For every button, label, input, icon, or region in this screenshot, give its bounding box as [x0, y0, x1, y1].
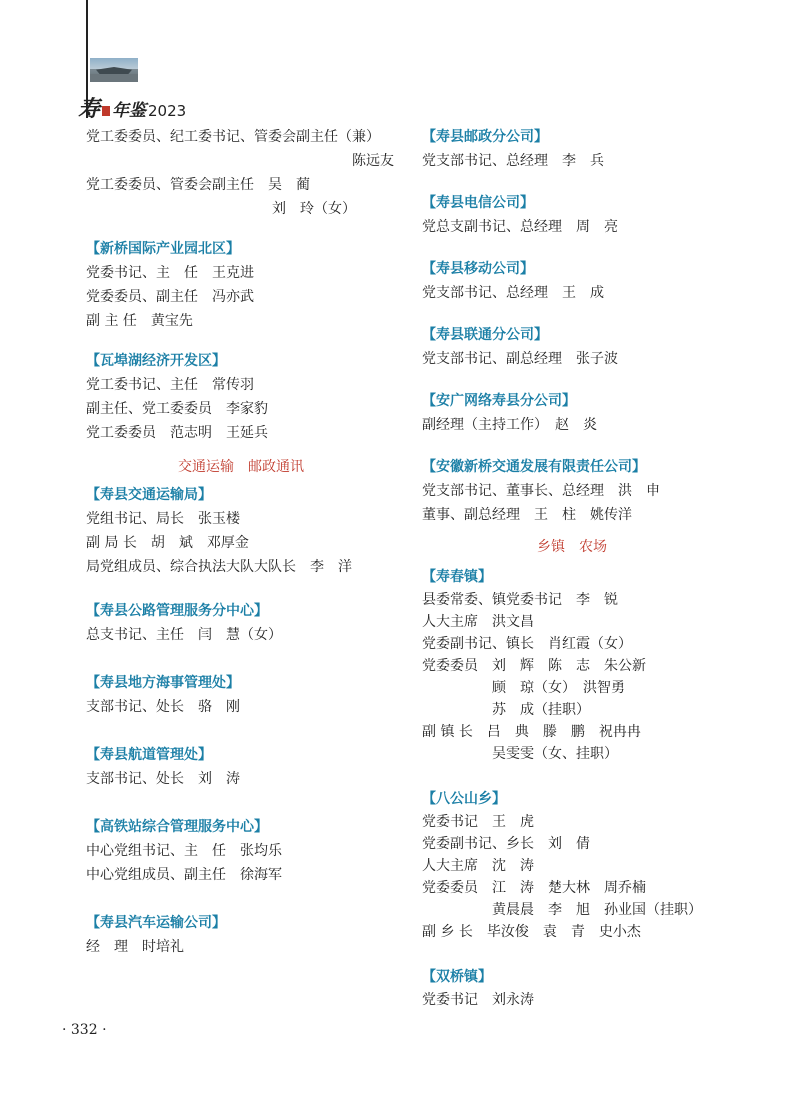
unit-heading: 【高铁站综合管理服务中心】 — [86, 819, 268, 835]
logo-year: 2023 — [148, 102, 187, 120]
logo-nianjian: 年鉴 — [112, 101, 147, 121]
entry-line: 党委副书记、乡长 刘 倩 — [422, 836, 590, 852]
entry-line: 刘 玲（女） — [272, 201, 356, 217]
entry-line: 顾 琼（女） 洪智勇 — [422, 680, 625, 696]
unit-heading: 【寿县公路管理服务分中心】 — [86, 603, 268, 619]
entry-line: 党工委书记、主任 常传羽 — [86, 377, 254, 393]
unit-heading: 【寿县移动公司】 — [422, 261, 534, 277]
unit-heading: 【寿春镇】 — [422, 569, 492, 585]
entry-line: 经 理 时培礼 — [86, 939, 184, 955]
right-column — [422, 125, 722, 1011]
entry-line: 党工委委员 范志明 王延兵 — [86, 425, 268, 441]
entry-line: 支部书记、处长 刘 涛 — [86, 771, 240, 787]
entry-line: 局党组成员、综合执法大队大队长 李 洋 — [86, 559, 352, 575]
entry-line: 党工委委员、纪工委书记、管委会副主任（兼） — [86, 129, 380, 145]
entry-line: 总支书记、主任 闫 慧（女） — [86, 627, 282, 643]
entry-line: 苏 成（挂职） — [422, 702, 590, 718]
entry-line: 副 主 任 黄宝先 — [86, 313, 193, 329]
entry-line: 副 乡 长 毕汝俊 袁 青 史小杰 — [422, 924, 641, 940]
entry-line: 党组书记、局长 张玉楼 — [86, 511, 240, 527]
unit-heading: 【双桥镇】 — [422, 969, 492, 985]
entry-line: 党委书记 王 虎 — [422, 814, 534, 830]
entry-line: 党支部书记、副总经理 张子波 — [422, 351, 618, 367]
entry-line: 黄晨晨 李 旭 孙业国（挂职） — [422, 902, 702, 918]
unit-heading: 【八公山乡】 — [422, 791, 506, 807]
unit-heading: 【瓦埠湖经济开发区】 — [86, 353, 226, 369]
unit-heading: 【寿县汽车运输公司】 — [86, 915, 226, 931]
entry-line: 董事、副总经理 王 柱 姚传洋 — [422, 507, 632, 523]
unit-heading: 【安徽新桥交通发展有限责任公司】 — [422, 459, 646, 475]
section-title: 乡镇 农场 — [537, 539, 607, 555]
entry-line: 中心党组成员、副主任 徐海军 — [86, 867, 282, 883]
unit-heading: 【新桥国际产业园北区】 — [86, 241, 240, 257]
unit-heading: 【寿县邮政分公司】 — [422, 129, 548, 145]
logo-seal-icon — [102, 106, 110, 116]
entry-line: 党工委委员、管委会副主任 吴 蔺 — [86, 177, 310, 193]
entry-line: 陈远友 — [352, 153, 394, 169]
entry-line: 副 局 长 胡 斌 邓厚金 — [86, 535, 249, 551]
entry-line: 党委委员 刘 辉 陈 志 朱公新 — [422, 658, 646, 674]
section-title: 交通运输 邮政通讯 — [178, 459, 304, 475]
entry-line: 党委副书记、镇长 肖红霞（女） — [422, 636, 632, 652]
entry-line: 吴雯雯（女、挂职） — [422, 746, 618, 762]
entry-line: 党总支副书记、总经理 周 亮 — [422, 219, 618, 235]
entry-line: 人大主席 沈 涛 — [422, 858, 534, 874]
entry-line: 党支部书记、董事长、总经理 洪 申 — [422, 483, 660, 499]
unit-heading: 【寿县航道管理处】 — [86, 747, 212, 763]
entry-line: 党委书记、主 任 王克进 — [86, 265, 254, 281]
unit-heading: 【寿县联通分公司】 — [422, 327, 548, 343]
left-column — [86, 125, 396, 959]
header-photo — [90, 58, 138, 82]
entry-line: 中心党组书记、主 任 张均乐 — [86, 843, 282, 859]
entry-line: 县委常委、镇党委书记 李 锐 — [422, 592, 618, 608]
entry-line: 党支部书记、总经理 王 成 — [422, 285, 604, 301]
yearbook-logo — [78, 92, 186, 123]
entry-line: 支部书记、处长 骆 刚 — [86, 699, 240, 715]
entry-line: 党支部书记、总经理 李 兵 — [422, 153, 604, 169]
page-number: · 332 · — [62, 1022, 107, 1038]
unit-heading: 【寿县电信公司】 — [422, 195, 534, 211]
entry-line: 副 镇 长 吕 典 滕 鹏 祝冉冉 — [422, 724, 641, 740]
logo-shou: 寿 — [78, 96, 101, 122]
unit-heading: 【寿县交通运输局】 — [86, 487, 212, 503]
entry-line: 人大主席 洪文昌 — [422, 614, 534, 630]
unit-heading: 【寿县地方海事管理处】 — [86, 675, 240, 691]
entry-line: 副主任、党工委委员 李家豹 — [86, 401, 268, 417]
entry-line: 党委书记 刘永涛 — [422, 992, 534, 1008]
entry-line: 党委委员、副主任 冯亦武 — [86, 289, 254, 305]
unit-heading: 【安广网络寿县分公司】 — [422, 393, 576, 409]
entry-line: 党委委员 江 涛 楚大林 周乔楠 — [422, 880, 646, 896]
entry-line: 副经理（主持工作） 赵 炎 — [422, 417, 597, 433]
